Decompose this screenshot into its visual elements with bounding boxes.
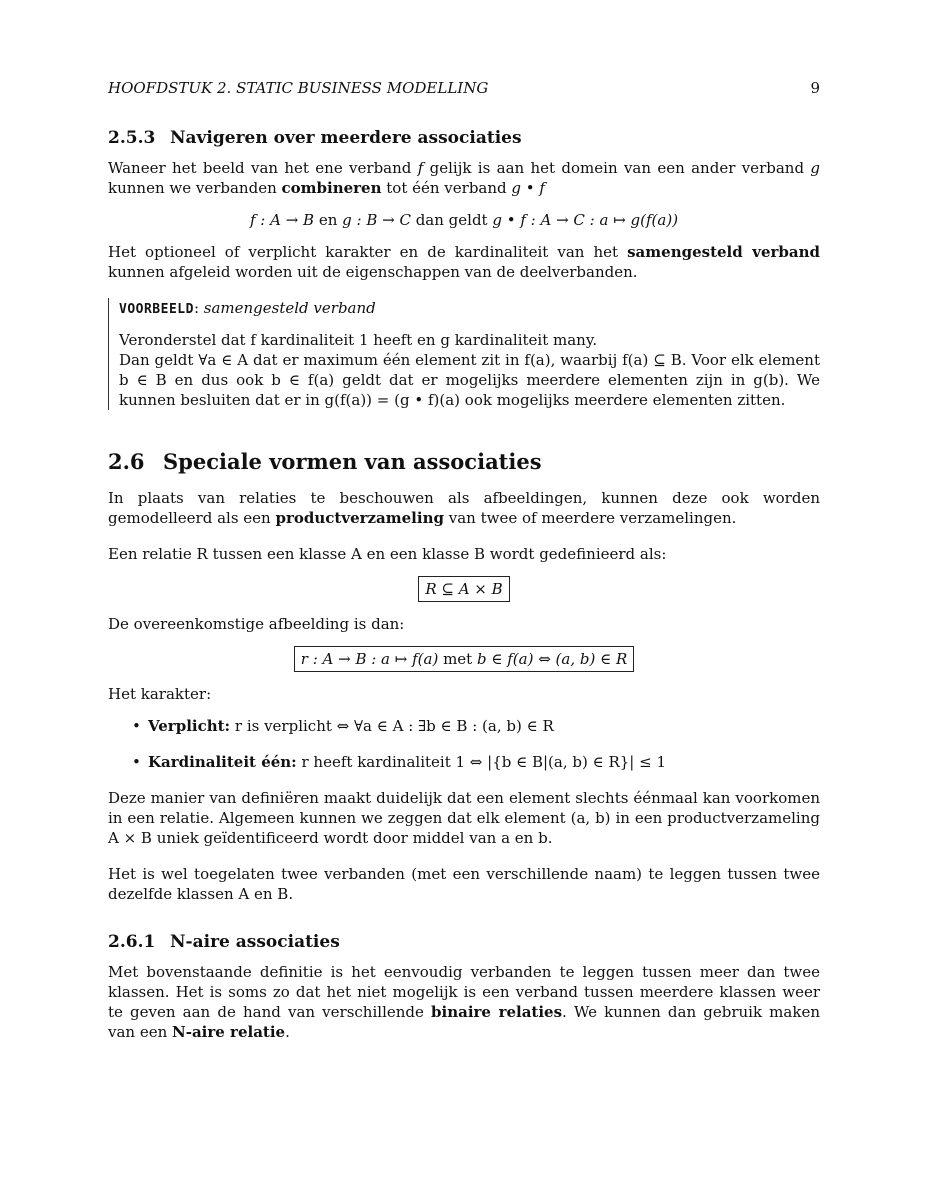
section-number: 2.6 bbox=[108, 449, 145, 474]
paragraph-karakter: Het karakter: bbox=[108, 685, 212, 703]
text: Met bovenstaande definitie is het eenvoudig verbanden te leggen tussen meer dan twee klassen. Het is soms zo dat het niet mogelijk is een verband tussen meerdere klassen weer te geven aan de hand van verschillende bbox=[108, 963, 820, 1021]
text: en bbox=[314, 211, 343, 229]
example-line-1: Veronderstel dat f kardinaliteit 1 heeft en g kardinaliteit many. bbox=[119, 331, 598, 349]
math: b ∈ f(a) ⇔ (a, b) ∈ R bbox=[476, 650, 628, 668]
text: Waneer het beeld van het ene verband bbox=[108, 159, 418, 177]
text: tot één verband bbox=[381, 179, 512, 197]
paragraph-combineren bbox=[108, 158, 820, 198]
bullet-text: r heeft kardinaliteit 1 ⇔ |{b ∈ B|(a, b) ∈ R}| ≤ 1 bbox=[296, 753, 667, 771]
section-title: Speciale vormen van associaties bbox=[163, 449, 542, 474]
subsection-number: 2.6.1 bbox=[108, 932, 156, 952]
boxed-formula-2 bbox=[108, 646, 820, 672]
paragraph-definieren: Deze manier van definiëren maakt duidelijk dat een element slechts éénmaal kan voorkomen in een relatie. Algemeen kunnen we zeggen dat elk element (a, b) in een productverzameling A × B uniek geïdentificeerd wordt door middel van a en b. bbox=[108, 789, 820, 847]
math: g • f : A → C : a ↦ g(f(a)) bbox=[492, 211, 679, 229]
text: van twee of meerdere verzamelingen. bbox=[443, 509, 737, 527]
bold-term: N-aire relatie bbox=[172, 1023, 286, 1041]
text: . We kunnen dan gebruik maken van een bbox=[108, 1003, 820, 1041]
subsection-heading-2-6-1 bbox=[108, 932, 820, 952]
paragraph-productverzameling bbox=[108, 488, 820, 528]
math: f : A → B bbox=[249, 211, 315, 229]
text: met bbox=[438, 650, 477, 668]
math-box bbox=[294, 646, 635, 672]
list-item bbox=[108, 716, 820, 736]
example-header bbox=[119, 298, 820, 320]
math-box: R ⊆ A × B bbox=[418, 576, 509, 602]
display-formula bbox=[108, 210, 820, 230]
math: g bbox=[810, 159, 820, 177]
bullet-label: Kardinaliteit één: bbox=[148, 753, 297, 771]
text: dan geldt bbox=[410, 211, 493, 229]
subsection-title: N-aire associaties bbox=[170, 932, 340, 952]
bullet-label: Verplicht: bbox=[148, 717, 231, 735]
list-item bbox=[108, 752, 820, 772]
example-subtitle: samengesteld verband bbox=[203, 299, 376, 317]
example-block bbox=[108, 298, 820, 410]
bold-term: combineren bbox=[281, 179, 382, 197]
bullet-text: r is verplicht ⇔ ∀a ∈ A : ∃b ∈ B : (a, b) ∈ R bbox=[230, 717, 554, 735]
boxed-formula-1 bbox=[108, 576, 820, 602]
subsection-heading-2-5-3 bbox=[108, 128, 820, 148]
text: In plaats van relaties te beschouwen als afbeeldingen, kunnen deze ook worden gemodelleerd als een bbox=[108, 489, 820, 527]
math: f bbox=[417, 159, 424, 177]
example-line-2: Dan geldt ∀a ∈ A dat er maximum één element zit in f(a), waarbij f(a) ⊆ B. Voor elk element b ∈ B en dus ook b ∈ f(a) geldt dat er mogelijks meerdere elementen zijn in g(b). We kunnen besluiten dat er in g(f(a)) = (g • f)(a) ook mogelijks meerdere elementen zitten. bbox=[119, 351, 820, 409]
paragraph-relatie-definitie: Een relatie R tussen een klasse A en een klasse B wordt gedefinieerd als: bbox=[108, 545, 667, 563]
math: r : A → B : a ↦ f(a) bbox=[300, 650, 439, 668]
page bbox=[108, 78, 820, 1042]
page-number: 9 bbox=[810, 79, 820, 97]
math: g : B → C bbox=[342, 211, 411, 229]
paragraph-samengesteld bbox=[108, 242, 820, 282]
text: kunnen we verbanden bbox=[108, 179, 282, 197]
paragraph-afbeelding: De overeenkomstige afbeelding is dan: bbox=[108, 615, 405, 633]
chapter-title: HOOFDSTUK 2. STATIC BUSINESS MODELLING bbox=[108, 79, 489, 97]
bold-term: samengesteld verband bbox=[627, 243, 820, 261]
math: g • f bbox=[511, 179, 545, 197]
text: Het optioneel of verplicht karakter en de kardinaliteit van het bbox=[108, 243, 628, 261]
subsection-title: Navigeren over meerdere associaties bbox=[170, 128, 522, 148]
bullet-list bbox=[108, 716, 820, 772]
section-heading-2-6 bbox=[108, 449, 820, 474]
paragraph-n-aire bbox=[108, 962, 820, 1042]
bold-term: productverzameling bbox=[275, 509, 444, 527]
running-header bbox=[108, 78, 820, 100]
text: . bbox=[285, 1023, 290, 1041]
example-label: VOORBEELD bbox=[119, 302, 194, 317]
paragraph-toegelaten: Het is wel toegelaten twee verbanden (met een verschillende naam) te leggen tussen twee dezelfde klassen A en B. bbox=[108, 865, 820, 903]
text: : bbox=[193, 299, 204, 317]
text: kunnen afgeleid worden uit de eigenschappen van de deelverbanden. bbox=[108, 263, 638, 281]
subsection-number: 2.5.3 bbox=[108, 128, 156, 148]
text: gelijk is aan het domein van een ander verband bbox=[423, 159, 811, 177]
bold-term: binaire relaties bbox=[431, 1003, 563, 1021]
